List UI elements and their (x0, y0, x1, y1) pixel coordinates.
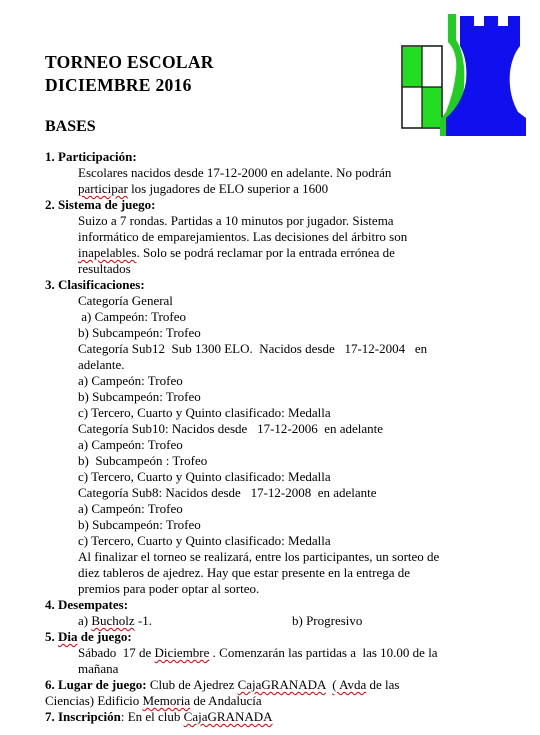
s3-line: Categoría Sub12 Sub 1300 ELO. Nacidos desde 17-12-2004 en (78, 341, 428, 356)
s6-word: CajaGRANADA (237, 677, 326, 692)
section-2-heading: 2. Sistema de juego: (45, 197, 156, 212)
s3-line: a) Campeón: Trofeo (78, 373, 183, 388)
s3-line: b) Subcampeón : Trofeo (78, 453, 208, 468)
s6-text: Club de Ajedrez (146, 677, 238, 692)
s1-line: Escolares nacidos desde 17-12-2000 en adelante. No podrán (78, 165, 392, 180)
s5-text: . Comenzarán las partidas a las 10.00 de la (209, 645, 438, 660)
tiebreak-a (78, 613, 292, 629)
s5-heading-a: 5. (45, 629, 58, 644)
s7-word: CajaGRANADA (183, 709, 273, 724)
bases-content (45, 149, 485, 725)
s4-line (45, 613, 485, 629)
s3-line: Al finalizar el torneo se realizará, entre los participantes, un sorteo de (78, 549, 440, 564)
s2-text: . Solo se podrá reclamar por la entrada errónea de (136, 245, 395, 260)
tiebreak-b: b) Progresivo (292, 613, 363, 628)
section-3-heading: 3. Clasificaciones: (45, 277, 145, 292)
s3-line: a) Campeón: Trofeo (78, 437, 183, 452)
section-5-heading (45, 629, 485, 645)
tiebreak-a-prefix: a) (78, 613, 92, 628)
s6-word: ( Avda (332, 677, 367, 692)
s3-line: b) Subcampeón: Trofeo (78, 325, 201, 340)
section-6-heading: 6. Lugar de juego: (45, 677, 147, 692)
s6-word: Memoria (142, 693, 191, 708)
section-6 (45, 677, 485, 693)
title-line-2: DICIEMBRE 2016 (45, 75, 192, 95)
section-7 (45, 709, 485, 725)
s3-line: a) Campeón: Trofeo (78, 309, 186, 324)
s3-line: Categoría General (78, 293, 173, 308)
s3-line: c) Tercero, Cuarto y Quinto clasificado: Medalla (78, 533, 331, 548)
s3-line: adelante. (78, 357, 125, 372)
s3-line: premios para poder optar al sorteo. (78, 581, 260, 596)
tiebreak-a-word: Bucholz (91, 613, 135, 628)
s3-line: b) Subcampeón: Trofeo (78, 389, 201, 404)
chess-rook-icon (400, 12, 532, 140)
section-1-heading: 1. Participación: (45, 149, 137, 164)
s6-text: de las (366, 677, 400, 692)
s2-line: Suizo a 7 rondas. Partidas a 10 minutos por jugador. Sistema (78, 213, 394, 228)
s1-word: participar (78, 181, 128, 196)
s3-line: diez tableros de ajedrez. Hay que estar presente en la entrega de (78, 565, 411, 580)
s3-line: a) Campeón: Trofeo (78, 501, 183, 516)
s6-text: de Andalucía (190, 693, 262, 708)
s3-line: Categoría Sub8: Nacidos desde 17-12-2008 en adelante (78, 485, 377, 500)
s5-heading-b: de juego: (77, 629, 132, 644)
s1-text: los jugadores de ELO superior a 1600 (127, 181, 329, 196)
s1-line (45, 181, 485, 197)
section-4-heading: 4. Desempates: (45, 597, 129, 612)
s3-line: c) Tercero, Cuarto y Quinto clasificado: Medalla (78, 469, 331, 484)
s2-line: informático de emparejamientos. Las decisiones del árbitro son (78, 229, 408, 244)
tiebreak-a-suffix: -1. (134, 613, 153, 628)
s5-line: mañana (78, 661, 119, 676)
s7-text: : En el club (120, 709, 184, 724)
s5-heading-word: Dia (58, 629, 78, 644)
s2-word: inapelables (78, 245, 137, 260)
s6-line (45, 693, 485, 709)
section-7-heading: 7. Inscripción (45, 709, 121, 724)
s5-text: Sábado 17 de (78, 645, 155, 660)
s5-line (45, 645, 485, 661)
bases-heading: BASES (45, 118, 96, 135)
s2-line: resultados (78, 261, 131, 276)
s3-line: c) Tercero, Cuarto y Quinto clasificado: Medalla (78, 405, 331, 420)
s3-line: b) Subcampeón: Trofeo (78, 517, 201, 532)
s2-line (45, 245, 485, 261)
s5-word: Diciembre (154, 645, 210, 660)
s6-text: Ciencias) Edificio (45, 693, 143, 708)
title-line-1: TORNEO ESCOLAR (45, 52, 214, 72)
s3-line: Categoría Sub10: Nacidos desde 17-12-2006 en adelante (78, 421, 384, 436)
